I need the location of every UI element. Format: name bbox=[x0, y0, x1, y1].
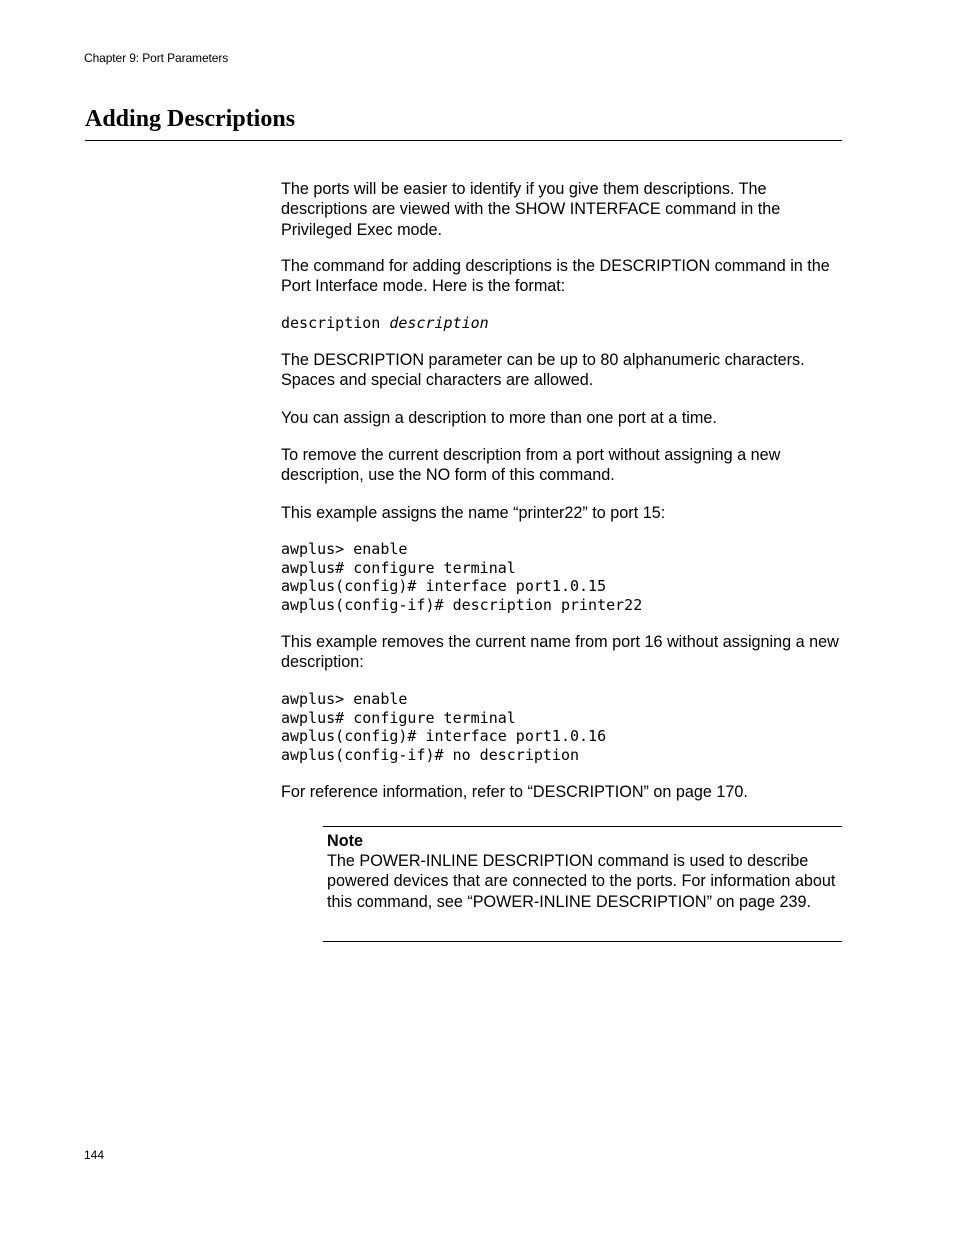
code-line: awplus(config)# interface port1.0.15 bbox=[281, 577, 607, 596]
multi-port-paragraph: You can assign a description to more than one port at a time. bbox=[281, 409, 717, 427]
example2-intro: This example removes the current name from port 16 without assigning a new description: bbox=[281, 633, 839, 672]
code-line: awplus(config)# interface port1.0.16 bbox=[281, 727, 607, 746]
remove-paragraph: To remove the current description from a port without assigning a new description, use the NO form of this command. bbox=[281, 446, 781, 485]
example2-code bbox=[281, 690, 606, 765]
code-line: awplus# configure terminal bbox=[281, 558, 516, 577]
example1-intro: This example assigns the name “printer22” to port 15: bbox=[281, 504, 666, 522]
format-code bbox=[281, 314, 489, 333]
code-line: awplus(config-if)# no description bbox=[281, 746, 580, 765]
code-line: awplus> enable bbox=[281, 540, 408, 558]
parameter-paragraph: The DESCRIPTION parameter can be up to 80 alphanumeric characters. Spaces and special characters are allowed. bbox=[281, 351, 805, 390]
title-underline bbox=[85, 140, 842, 141]
code-line: awplus# configure terminal bbox=[281, 708, 516, 727]
code-line: awplus> enable bbox=[281, 690, 408, 708]
running-head: Chapter 9: Port Parameters bbox=[84, 51, 229, 65]
note-bottom-rule bbox=[323, 941, 842, 942]
note-title: Note bbox=[327, 832, 363, 850]
code-line: awplus(config-if)# description printer22 bbox=[281, 596, 643, 615]
note-top-rule bbox=[323, 826, 842, 827]
intro-paragraph: The ports will be easier to identify if you give them descriptions. The descriptions are viewed with the SHOW INTERFACE command in the Privileged Exec mode. bbox=[281, 180, 781, 239]
format-command: description bbox=[281, 314, 381, 332]
section-title: Adding Descriptions bbox=[85, 106, 296, 132]
format-argument: description bbox=[389, 314, 489, 332]
note-body: The POWER-INLINE DESCRIPTION command is used to describe powered devices that are connected to the ports. For information about this command, see “POWER-INLINE DESCRIPTION” on page 239. bbox=[327, 852, 836, 911]
example1-code bbox=[281, 540, 642, 615]
command-paragraph: The command for adding descriptions is the DESCRIPTION command in the Port Interface mode. Here is the format: bbox=[281, 257, 830, 296]
page-number: 144 bbox=[84, 1148, 105, 1162]
reference-paragraph: For reference information, refer to “DESCRIPTION” on page 170. bbox=[281, 783, 748, 801]
